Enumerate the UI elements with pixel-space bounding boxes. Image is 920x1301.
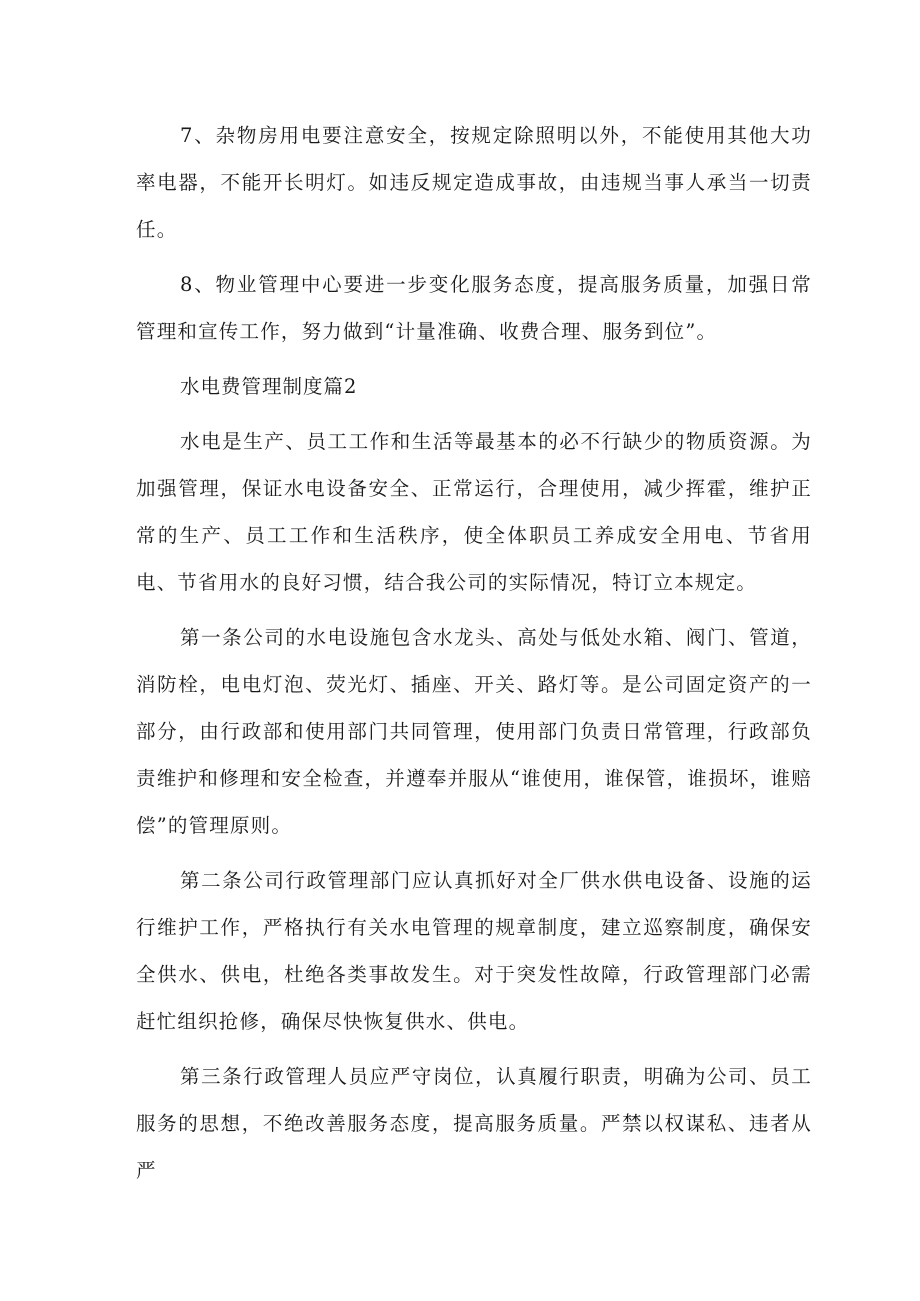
article-3-paragraph: 第三条行政管理人员应严守岗位，认真履行职责，明确为公司、员工服务的思想，不绝改善服务态度，提高服务质量。严禁以权谋私、违者从严 bbox=[136, 1065, 812, 1182]
paragraph-item-8: 8、物业管理中心要进一步变化服务态度，提高服务质量，加强日常管理和宣传工作，努力做到“计量准确、收费合理、服务到位”。 bbox=[136, 273, 812, 343]
section-heading: 水电费管理制度篇2 bbox=[180, 375, 358, 398]
paragraph-item-7: 7、杂物房用电要注意安全，按规定除照明以外，不能使用其他大功率电器，不能开长明灯。如违反规定造成事故，由违规当事人承当一切责任。 bbox=[136, 124, 812, 241]
article-2-paragraph: 第二条公司行政管理部门应认真抓好对全厂供水供电设备、设施的运行维护工作，严格执行有关水电管理的规章制度，建立巡察制度，确保安全供水、供电，杜绝各类事故发生。对于突发性故障，行政管理部门必需赶忙组织抢修，确保尽快恢复供水、供电。 bbox=[136, 869, 812, 1033]
article-1-paragraph: 第一条公司的水电设施包含水龙头、高处与低处水箱、阀门、管道，消防栓，电电灯泡、荧光灯、插座、开关、路灯等。是公司固定资产的一部分，由行政部和使用部门共同管理，使用部门负责日常管理，行政部负责维护和修理和安全检查，并遵奉并服从“谁使用，谁保管，谁损坏，谁赔偿”的管理原则。 bbox=[136, 626, 812, 837]
document-body bbox=[136, 112, 812, 1194]
intro-paragraph: 水电是生产、员工工作和生活等最基本的必不行缺少的物质资源。为加强管理，保证水电设备安全、正常运行，合理使用，减少挥霍，维护正常的生产、员工工作和生活秩序，使全体职员工养成安全用电、节省用电、节省用水的良好习惯，结合我公司的实际情况，特订立本规定。 bbox=[136, 430, 812, 594]
